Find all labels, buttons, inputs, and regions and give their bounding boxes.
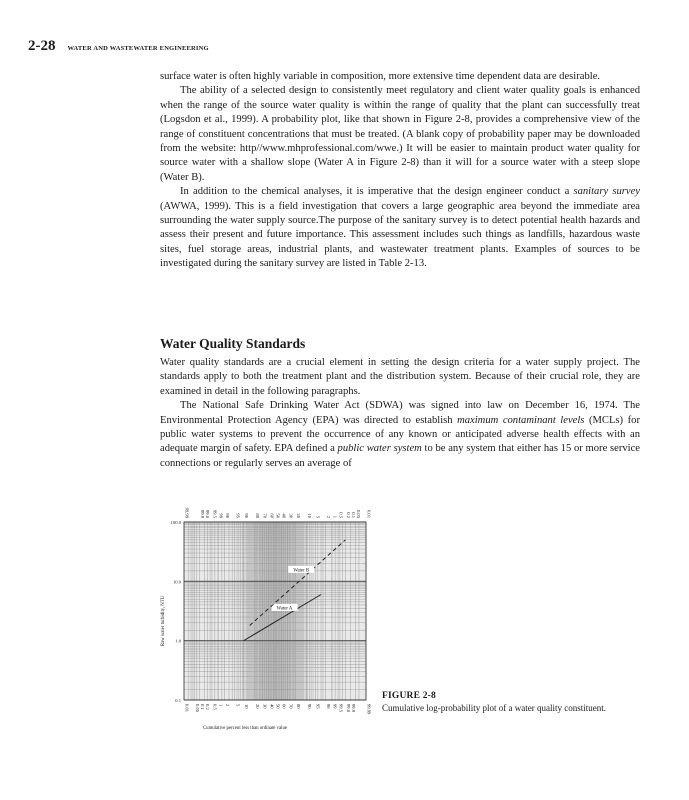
x-tick-label-top: 10	[306, 513, 312, 518]
running-head	[28, 38, 209, 55]
x-tick-label-top: 98	[225, 513, 231, 518]
x-tick-label-top: 40	[281, 513, 287, 518]
p2-text-c: to be any system that either has 15 or more service connections or regularly serves an average of	[160, 443, 641, 469]
x-tick-label-bottom: 70	[288, 704, 294, 709]
x-tick-label-top: 99.99	[184, 507, 190, 518]
plot-grid	[184, 522, 366, 700]
x-tick-label-bottom: 99	[332, 704, 338, 709]
sanitary-survey-term: sanitary survey	[573, 186, 640, 198]
x-tick-label-top: 0.1	[351, 512, 357, 518]
intro-text	[160, 70, 640, 272]
section-heading: Water Quality Standards	[160, 336, 306, 351]
x-tick-label-bottom: 50	[275, 704, 281, 709]
x-tick-label-bottom: 0.5	[212, 704, 218, 710]
x-tick-label-bottom: 0.05	[194, 704, 200, 713]
figure-caption-text: Cumulative log-probability plot of a water quality constituent.	[382, 703, 606, 713]
x-tick-label-bottom: 20	[254, 704, 260, 709]
intro-paragraph-3	[160, 185, 640, 271]
x-tick-label-bottom: 0.2	[205, 704, 211, 710]
x-tick-label-top: 0.01	[366, 509, 372, 518]
series-label: Water B	[293, 568, 310, 574]
x-tick-label-top: 99	[218, 513, 224, 518]
x-tick-label-top: 95	[235, 513, 241, 518]
x-tick-label-bottom: 30	[262, 704, 268, 709]
x-tick-label-top: 99.5	[212, 509, 218, 518]
x-tick-label-bottom: 80	[296, 704, 302, 709]
figure-label: FIGURE 2-8	[382, 691, 436, 701]
x-tick-label-top: 99.9	[199, 509, 205, 518]
p3-text-before: In addition to the chemical analyses, it is imperative that the design engineer conduct a	[180, 186, 574, 198]
x-tick-label-bottom: 99.99	[366, 704, 372, 715]
y-tick-label: 1.0	[175, 638, 181, 644]
y-tick-label: 100.0	[170, 520, 181, 525]
x-tick-label-top: 30	[288, 513, 294, 518]
series-label: Water A	[276, 606, 293, 612]
standards-text	[160, 356, 640, 471]
x-tick-label-top: 20	[296, 513, 302, 518]
x-axis-title: Cumulative percent less than ordinate value	[202, 726, 288, 731]
x-tick-label-top: 90	[244, 513, 250, 518]
x-tick-label-bottom: 98	[325, 704, 331, 709]
probability-plot	[0, 490, 380, 740]
x-tick-label-top: 70	[262, 513, 268, 518]
standards-paragraph-2	[160, 399, 640, 471]
intro-paragraph-1: surface water is often highly variable in composition, more extensive time dependent data are desirable.	[160, 71, 601, 82]
p3-text-after: (AWWA, 1999). This is a field investigation that covers a large geographic area beyond the immediate area surrounding the water supply source.The purpose of the sanitary survey is to detect potential health hazards and assess their present and future importance. This assessment includes such things as landfills, hazardous waste sites, fuel storage areas, industrial plants, and wastewater treatment plants. Examples of sources to be investigated during the sanitary survey are listed in Table 2-13.	[160, 200, 640, 270]
x-tick-label-bottom: 10	[244, 704, 250, 709]
x-tick-label-top: 0.05	[356, 509, 362, 518]
x-tick-label-top: 5	[315, 515, 321, 518]
x-tick-label-bottom: 40	[269, 704, 275, 709]
y-tick-label: 10.0	[172, 579, 181, 585]
page-number: 2-28	[28, 38, 56, 54]
x-tick-label-top: 80	[254, 513, 260, 518]
x-tick-label-bottom: 0.1	[199, 704, 205, 710]
intro-paragraph-2: The ability of a selected design to consistently meet regulatory and client water quality goals is enhanced when the range of the source water quality is within the range of quality that the plant can successfully treat (Logsdon et al., 1999). A probability plot, like that shown in Figure 2-8, provides a comprehensive view of the range of constituent concentrations that must be treated. (A blank copy of probability paper may be downloaded from the website: http//www.mhprofessional.com/wwe.) It will be easier to maintain product water quality for source water with a shallow slope (Water A in Figure 2-8) than it will for a source water with a steep slope (Water B).	[160, 85, 640, 183]
running-title: WATER AND WASTEWATER ENGINEERING	[67, 45, 209, 52]
y-tick-label: 0.1	[175, 698, 181, 703]
x-tick-label-bottom: 2	[225, 704, 231, 707]
x-tick-label-top: 60	[269, 513, 275, 518]
x-tick-label-bottom: 99.8	[345, 704, 351, 713]
x-tick-label-top: 50	[275, 513, 281, 518]
y-axis-title: Raw water turbidity, NTU	[161, 595, 166, 647]
x-tick-label-top: 0.2	[345, 512, 351, 518]
x-tick-label-bottom: 95	[315, 704, 321, 709]
figure-caption	[382, 690, 612, 714]
x-tick-label-bottom: 90	[306, 704, 312, 709]
p2-text-a: The National Safe Drinking Water Act (SDWA) was signed into law on December 16, 1974. The Environmental Protection Agency (EPA) was directed to establish	[160, 400, 640, 426]
x-tick-label-bottom: 0.01	[184, 704, 190, 713]
x-tick-label-top: 0.5	[338, 512, 344, 518]
p2-text-b: (MCLs) for public water systems to prevent the occurrence of any known or anticipated adverse health effects with an adequate margin of safety. EPA defined a	[160, 414, 640, 455]
x-tick-label-top: 1	[332, 515, 338, 518]
standards-paragraph-1: Water quality standards are a crucial element in setting the design criteria for a water supply project. The standards apply to both the treatment plant and the distribution system. Because of their crucial role, they are examined in detail in the following paragraphs.	[160, 357, 640, 397]
x-tick-label-bottom: 99.5	[338, 704, 344, 713]
mcl-term: maximum contaminant levels	[457, 414, 585, 426]
x-tick-label-bottom: 1	[218, 704, 224, 707]
x-tick-label-bottom: 5	[235, 704, 241, 707]
x-tick-label-top: 99.8	[205, 509, 211, 518]
x-tick-label-bottom: 99.9	[351, 704, 357, 713]
x-tick-label-bottom: 60	[281, 704, 287, 709]
public-water-system-term: public water system	[337, 443, 422, 455]
x-tick-label-top: 2	[325, 515, 331, 518]
